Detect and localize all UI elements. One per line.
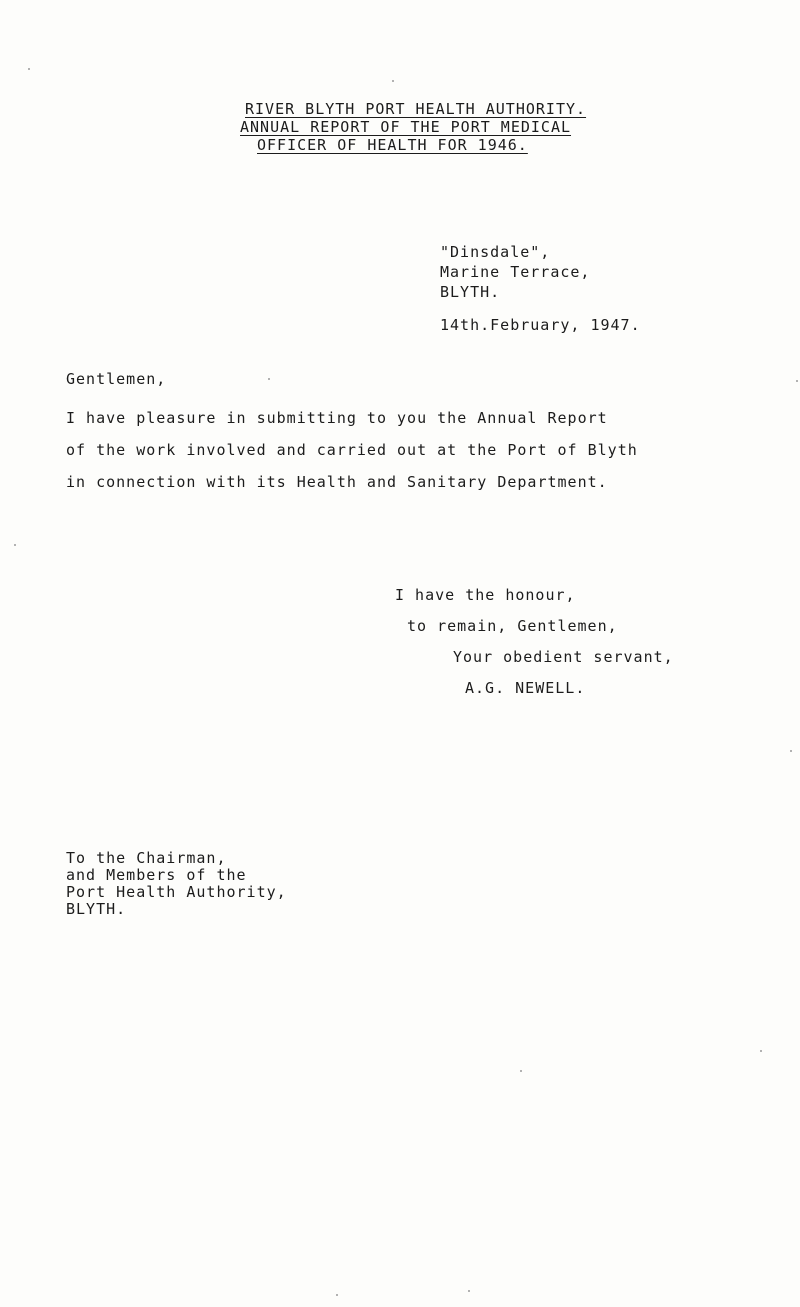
addressee-line: and Members of the xyxy=(66,866,247,884)
title-line-authority: RIVER BLYTH PORT HEALTH AUTHORITY. xyxy=(245,100,587,118)
scan-speck xyxy=(28,68,30,70)
address-town: BLYTH. xyxy=(440,283,501,301)
sender-address xyxy=(440,242,590,302)
scan-speck xyxy=(268,378,270,380)
letter-closing xyxy=(395,580,674,704)
closing-line: Your obedient servant, xyxy=(453,648,674,666)
scan-speck xyxy=(392,80,394,82)
scan-speck xyxy=(336,1294,338,1296)
addressee-block xyxy=(66,850,287,918)
signature: A.G. NEWELL. xyxy=(465,679,586,697)
letter-body xyxy=(66,402,766,498)
scan-speck xyxy=(796,380,798,382)
addressee-line: Port Health Authority, xyxy=(66,883,287,901)
scan-speck xyxy=(520,1070,522,1072)
address-street: Marine Terrace, xyxy=(440,263,591,281)
letter-date: 14th.February, 1947. xyxy=(440,316,641,334)
salutation: Gentlemen, xyxy=(66,370,167,388)
addressee-line: To the Chairman, xyxy=(66,849,227,867)
report-title xyxy=(200,100,600,154)
title-line-annual-report: ANNUAL REPORT OF THE PORT MEDICAL xyxy=(240,118,572,136)
title-line-officer: OFFICER OF HEALTH FOR 1946. xyxy=(257,136,528,154)
scan-speck xyxy=(790,750,792,752)
scan-speck xyxy=(760,1050,762,1052)
scan-speck xyxy=(14,544,16,546)
body-line: in connection with its Health and Sanitary Department. xyxy=(66,473,608,491)
addressee-line: BLYTH. xyxy=(66,900,127,918)
body-line: of the work involved and carried out at the Port of Blyth xyxy=(66,441,638,459)
body-line: I have pleasure in submitting to you the Annual Report xyxy=(66,409,608,427)
closing-line: I have the honour, xyxy=(395,586,576,604)
address-house: "Dinsdale", xyxy=(440,243,551,261)
closing-line: to remain, Gentlemen, xyxy=(407,617,618,635)
scan-speck xyxy=(468,1290,470,1292)
